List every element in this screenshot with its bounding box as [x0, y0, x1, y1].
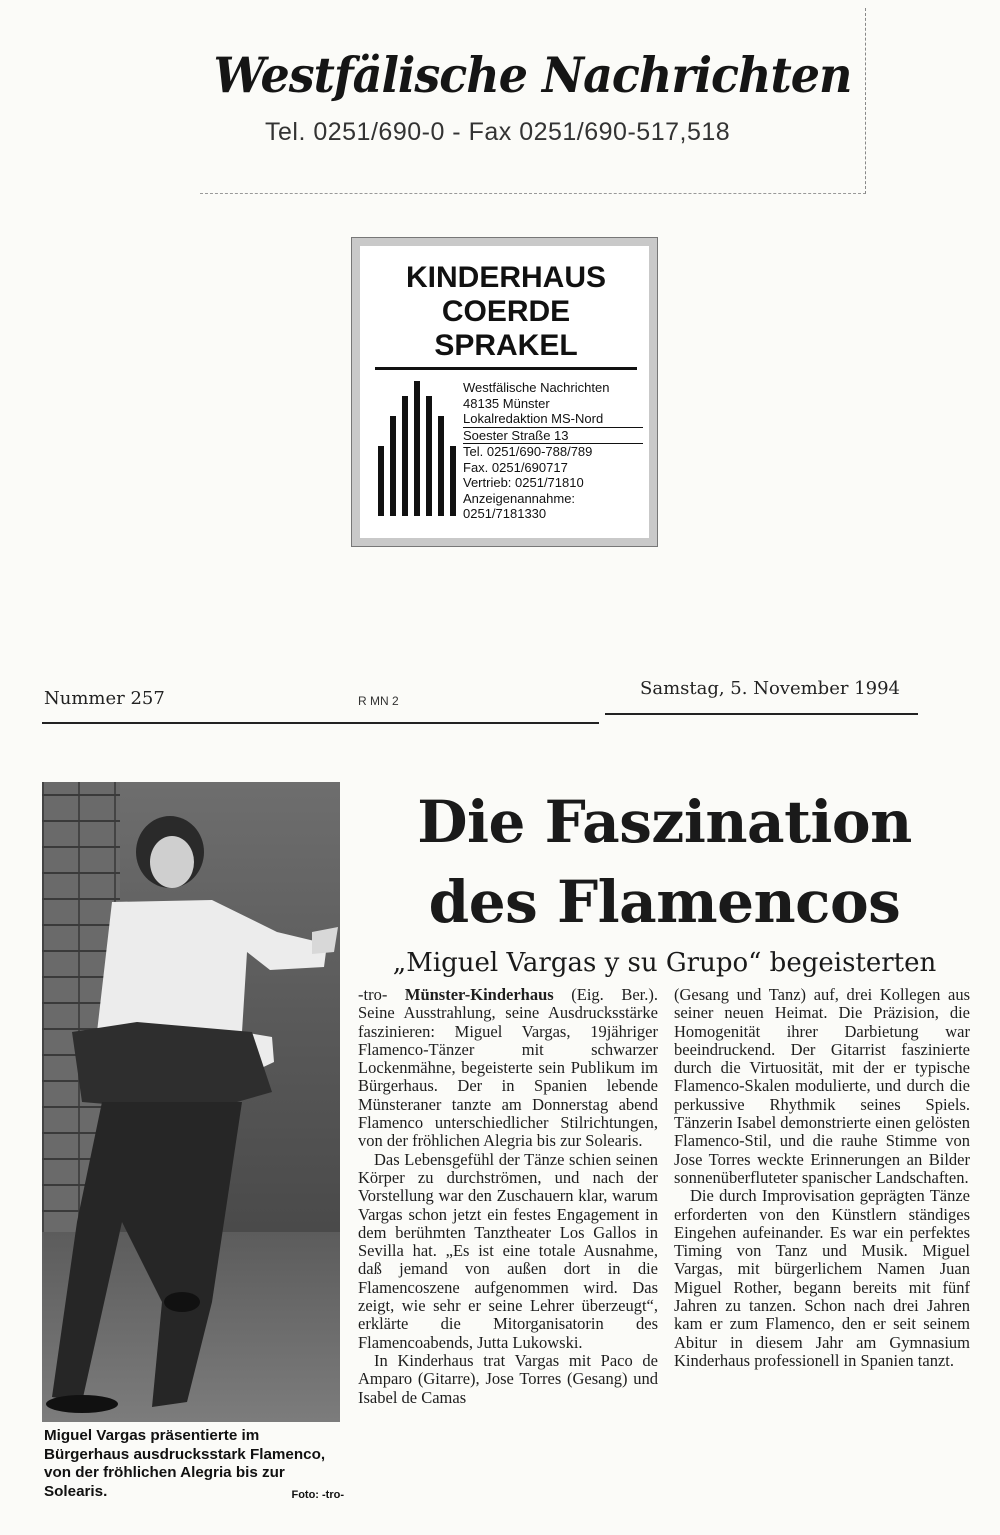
local-edition-stamp: [352, 238, 657, 546]
photo-caption-text: Miguel Vargas präsentierte im Bürgerhaus ausdrucksstark Flamenco, von der fröhlichen Alegria bis zur Solearis.: [44, 1427, 326, 1500]
author-tag: -tro-: [358, 985, 388, 1004]
stamp-logo-bars-icon: [378, 381, 458, 516]
photo-caption: [44, 1427, 344, 1504]
newspaper-title: Westfälische Nachrichten: [213, 46, 852, 104]
dancer-photo: [42, 782, 340, 1422]
stamp-info-line: Anzeigenannahme:: [463, 490, 576, 506]
stamp-district-2: COERDE: [441, 295, 571, 328]
stamp-info-line: Westfälische Nachrichten: [463, 380, 610, 395]
stamp-info-line: Soester Straße 13: [463, 428, 643, 445]
article-headline: [352, 782, 977, 942]
article-paragraph: In Kinderhaus trat Vargas mit Paco de Amparo (Gitarre), Jose Torres (Gesang) und Isabel de Camas: [358, 1350, 658, 1407]
masthead-contact: Tel. 0251/690-0 - Fax 0251/690-517,518: [265, 118, 731, 146]
stamp-contact-info: [463, 380, 643, 522]
article-paragraph: Das Lebensgefühl der Tänze schien seinen Körper zu durchströmen, und nach der Vorstellung war den Zuschauern klar, warum Vargas schon jetzt ein festes Engagement in dem berühmten Tanztheater Los Gallos in Sevilla hat. „Es ist eine totale Ausnahme, daß jemand von außen dort in die Flamencoszene aufgenommen wird. Das zeigt, wie sehr er seine Lehrer überzeugt“, erklärte die Mitorganisatorin des Flamencoabends, Jutta Lukowski.: [358, 1149, 658, 1352]
headline-line-1: Die Faszination: [417, 788, 912, 856]
stamp-info-line: 0251/7181330: [463, 506, 547, 521]
article-paragraph: [358, 986, 658, 1151]
edition-code: R MN 2: [358, 694, 399, 708]
issue-number: Nummer 257: [44, 688, 165, 709]
stamp-divider: [375, 367, 637, 370]
article-column-1: [358, 986, 658, 1407]
article-paragraph: (Gesang und Tanz) auf, drei Kollegen aus seiner neuen Heimat. Die Präzision, die Homogenität ihrer Darbietung war beeindruckend. Der Gitarrist faszinierte durch die Virtuosität, mit der er typische Flamenco-Skalen modulierte, und durch die perkussive Rhythmik seines Spiels. Tänzerin Isabel demonstrierte einen gelösten Flamenco-Stil, und die rauhe Stimme von Jose Torres weckte Erinnerungen an Bilder sonnenüberfluteter spanischer Landschaften.: [674, 985, 970, 1187]
stamp-info-line: Tel. 0251/690-788/789: [463, 444, 593, 459]
dateline: Münster-Kinderhaus: [404, 985, 554, 1004]
stamp-district-3: SPRAKEL: [434, 329, 578, 362]
article-paragraph: Die durch Improvisation geprägten Tänze erforderten von den Künstlern ständiges Eingehen aufeinander. Es war ein perfektes Timing von Tanz und Musik. Miguel Vargas, mit bürgerlichem Namen Juan Miguel Rother, begann bereits mit fünf Jahren zu tanzen. Schon nach drei Jahren kam er zum Flamenco, den er seit seinem Abitur in diesem Jahr am Gymnasium Kinderhaus professionell in Spanien tanzt.: [674, 1186, 970, 1370]
article-subhead: „Miguel Vargas y su Grupo“ begeisterten: [392, 948, 937, 978]
stamp-info-line: Vertrieb: 0251/71810: [463, 475, 584, 490]
header-rule-right: [605, 713, 918, 715]
stamp-district-names: [375, 261, 637, 363]
stamp-info-line: Fax. 0251/690717: [463, 459, 568, 475]
headline-line-2: des Flamencos: [428, 868, 901, 936]
photo-credit: Foto: -tro-: [291, 1488, 344, 1501]
article-column-2: [674, 986, 970, 1370]
dancer-figure: [42, 782, 340, 1422]
header-rule-left: [42, 722, 599, 724]
issue-date: Samstag, 5. November 1994: [640, 678, 900, 699]
stamp-info-line: Lokalredaktion MS-Nord: [463, 411, 643, 428]
stamp-district-1: KINDERHAUS: [405, 261, 606, 294]
paragraph-text: (Eig. Ber.). Seine Ausstrahlung, seine Ausdrucksstärke faszinieren: Miguel Vargas, 19jähriger Flamenco-Tänzer mit schwarzer Lockenmähne, begeisterte sein Publikum im Bürgerhaus. Der in Spanien lebende Münsteraner tanzte am Donnerstag abend Flamenco unterschiedlicher Stilrichtungen, von der fröhlichen Alegria bis zur Solearis.: [358, 985, 658, 1151]
stamp-info-line: 48135 Münster: [463, 395, 550, 411]
